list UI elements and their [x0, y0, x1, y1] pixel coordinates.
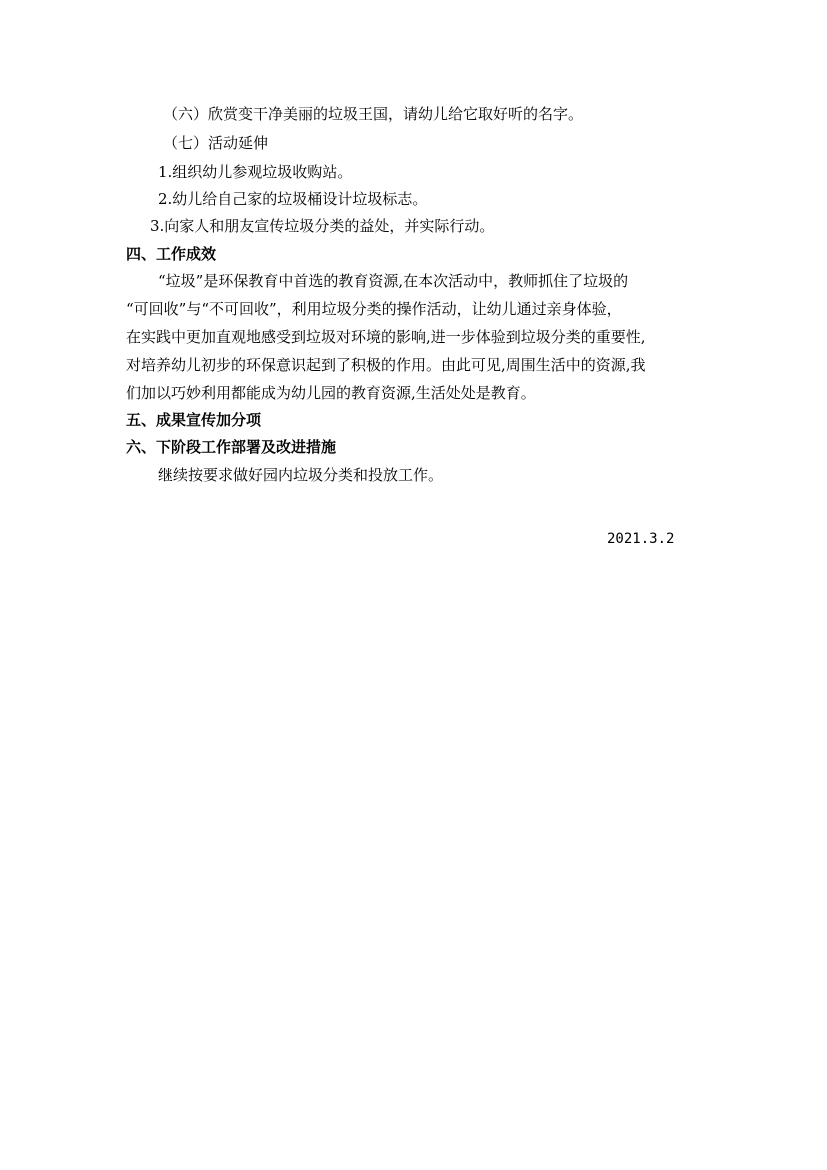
activity-step-6: （六）欣赏变干净美丽的垃圾王国，请幼儿给它取好听的名字。 — [163, 105, 584, 123]
document-date: 2021.3.2 — [607, 531, 675, 547]
section-5-heading: 五、成果宣传加分项 — [126, 411, 262, 429]
extension-item-1: 1.组织幼儿参观垃圾收购站。 — [158, 163, 353, 181]
section-6-text: 继续按要求做好园内垃圾分类和投放工作。 — [158, 466, 444, 484]
section-6-heading: 六、下阶段工作部署及改进措施 — [126, 438, 337, 456]
section-4-paragraph-line: “垃圾”是环保教育中首选的教育资源,在本次活动中，教师抓住了垃圾的 — [158, 272, 629, 290]
section-4-paragraph-line: “可回收”与“不可回收”，利用垃圾分类的操作活动，让幼儿通过亲身体验， — [126, 300, 622, 318]
activity-step-7: （七）活动延伸 — [163, 134, 269, 152]
section-4-paragraph-line: 对培养幼儿初步的环保意识起到了积极的作用。由此可见,周围生活中的资源,我 — [126, 356, 646, 374]
extension-item-3: 3.向家人和朋友宣传垃圾分类的益处，并实际行动。 — [150, 217, 495, 235]
section-4-paragraph-line: 在实践中更加直观地感受到垃圾对环境的影响,进一步体验到垃圾分类的重要性, — [126, 328, 646, 346]
section-4-paragraph-line: 们加以巧妙利用都能成为幼儿园的教育资源,生活处处是教育。 — [126, 384, 536, 402]
section-4-heading: 四、工作成效 — [126, 245, 217, 263]
extension-item-2: 2.幼儿给自己家的垃圾桶设计垃圾标志。 — [158, 190, 428, 208]
